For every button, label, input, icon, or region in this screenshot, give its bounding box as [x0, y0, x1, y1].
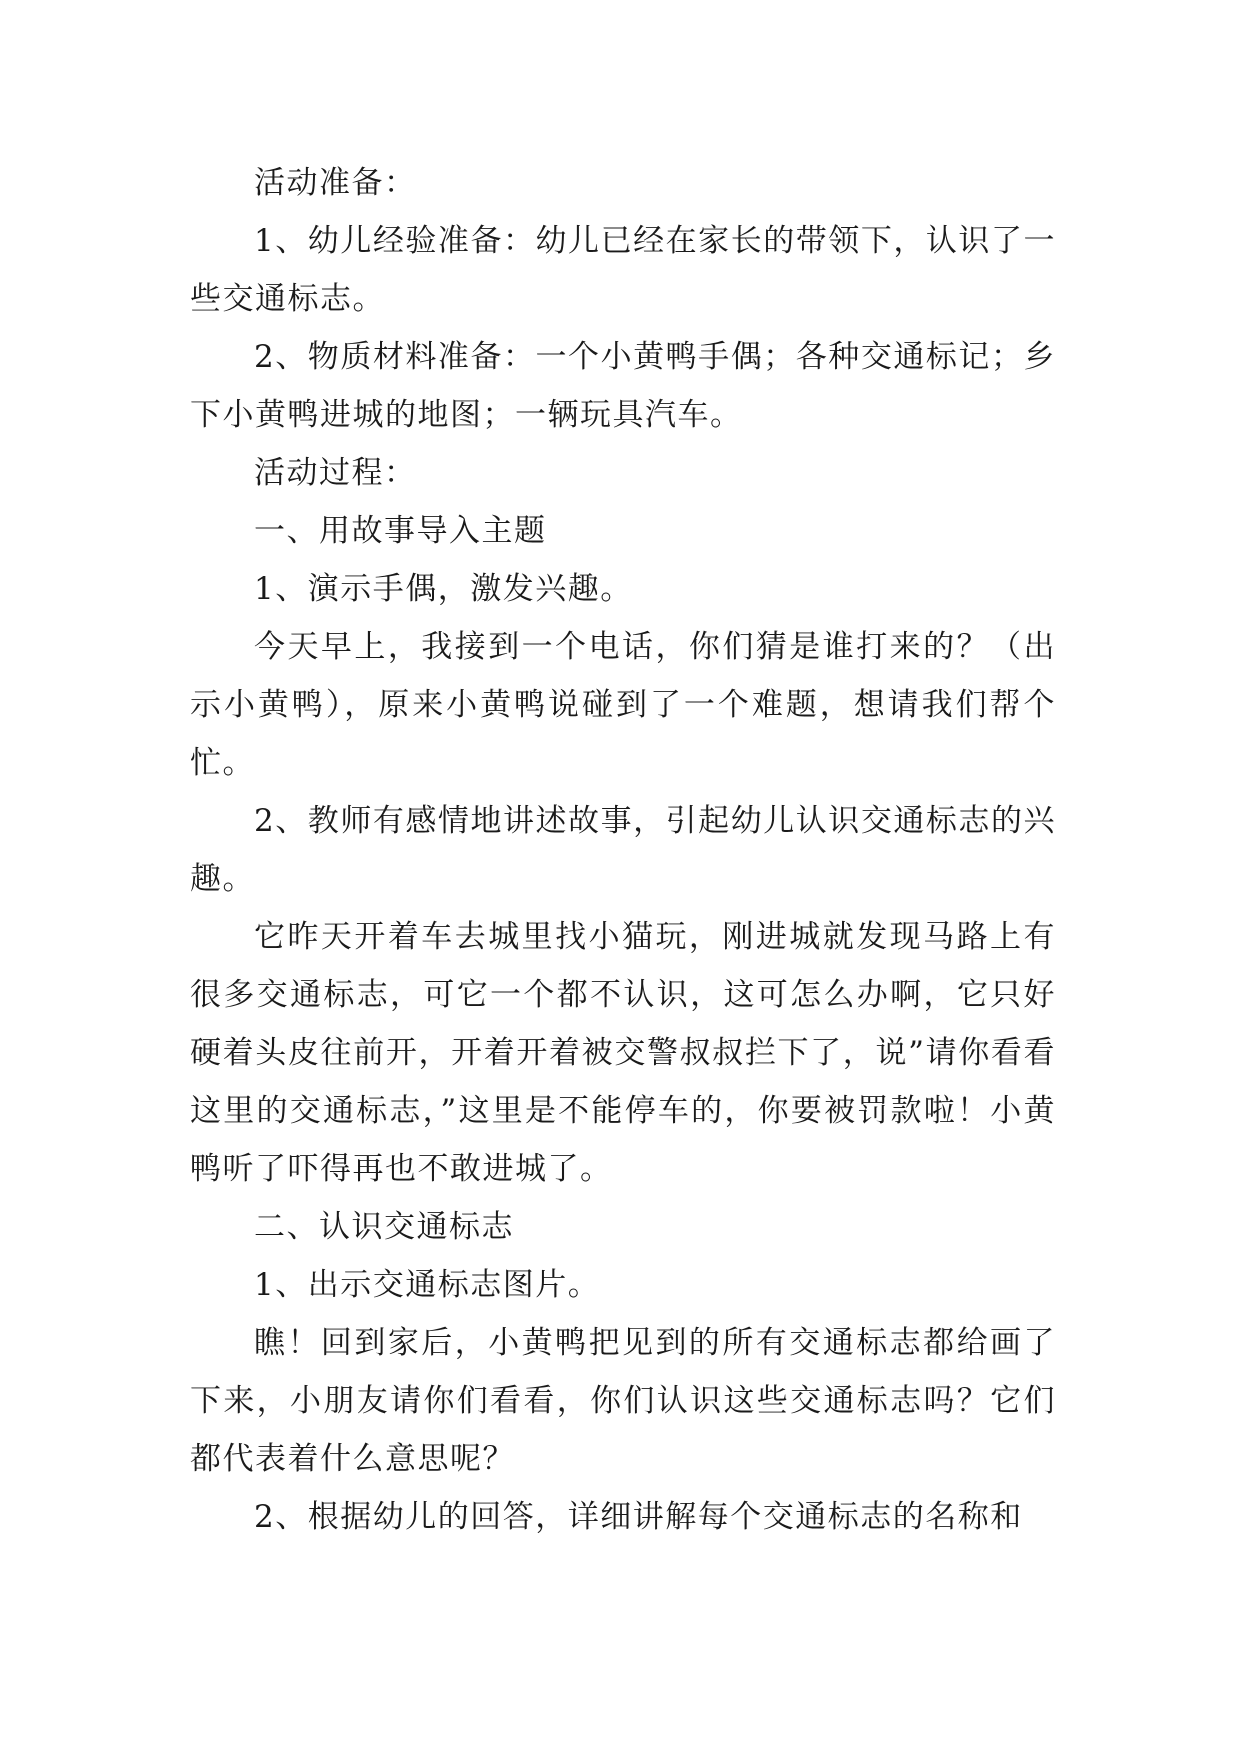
document-body: [190, 154, 1056, 1546]
paragraph-materials-prep: 2、物质材料准备：一个小黄鸭手偶；各种交通标记；乡下小黄鸭进城的地图；一辆玩具汽车。: [190, 339, 1056, 433]
paragraph-section-one-heading: 一、用故事导入主题: [254, 513, 547, 549]
paragraph-process-heading: 活动过程：: [254, 455, 417, 491]
paragraph-section-two-heading: 二、认识交通标志: [254, 1209, 514, 1245]
paragraph-story-content: 它昨天开着车去城里找小猫玩，刚进城就发现马路上有很多交通标志，可它一个都不认识，这可怎么办啊，它只好硬着头皮往前开，开着开着被交警叔叔拦下了，说”请你看看这里的交通标志，”这里是不能停车的，你要被罚款啦！小黄鸭听了吓得再也不敢进城了。: [190, 919, 1056, 1187]
paragraph-show-pictures: 1、出示交通标志图片。: [254, 1267, 601, 1303]
paragraph-phone-call: 今天早上，我接到一个电话，你们猜是谁打来的？（出示小黄鸭），原来小黄鸭说碰到了一个难题，想请我们帮个忙。: [190, 629, 1056, 781]
paragraph-preparation-heading: 活动准备：: [254, 165, 417, 201]
paragraph-explain-signs: 2、根据幼儿的回答，详细讲解每个交通标志的名称和: [254, 1499, 1023, 1535]
paragraph-look-signs: 瞧！回到家后，小黄鸭把见到的所有交通标志都给画了下来，小朋友请你们看看，你们认识这些交通标志吗？它们都代表着什么意思呢？: [190, 1325, 1056, 1477]
paragraph-puppet-demo: 1、演示手偶，激发兴趣。: [254, 571, 633, 607]
paragraph-experience-prep: 1、幼儿经验准备：幼儿已经在家长的带领下，认识了一些交通标志。: [190, 223, 1056, 317]
paragraph-story-telling: 2、教师有感情地讲述故事，引起幼儿认识交通标志的兴趣。: [190, 803, 1056, 897]
